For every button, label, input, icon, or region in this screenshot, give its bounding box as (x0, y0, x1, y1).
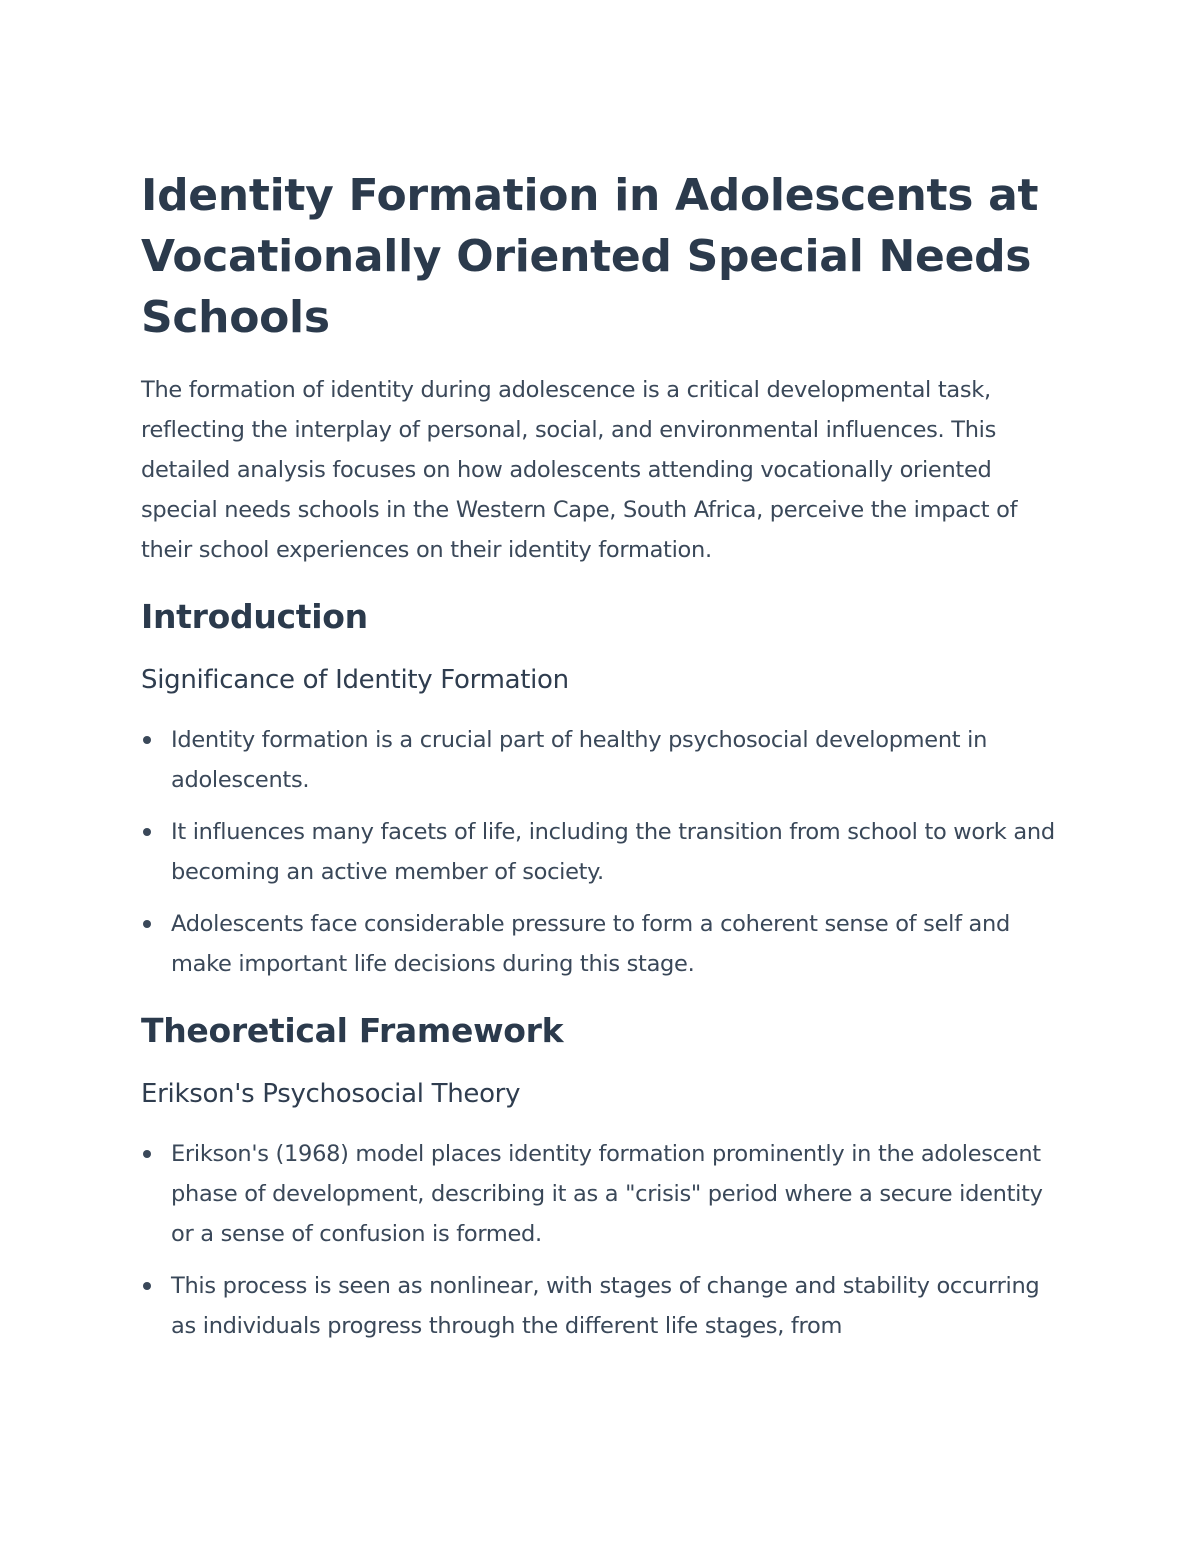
section-introduction (141, 594, 1066, 984)
list-item (141, 904, 1066, 984)
section-subheading: Significance of Identity Formation (141, 665, 569, 695)
list-item (141, 720, 1066, 800)
document-title: Identity Formation in Adolescents at Vocationally Oriented Special Needs Schools (141, 170, 1039, 343)
list-item-text: Erikson's (1968) model places identity formation prominently in the adolescent phase of development, describing it as a "crisis" period where a secure identity or a sense of confusion is formed. (171, 1141, 1043, 1247)
list-item (141, 1134, 1066, 1254)
bullet-icon (143, 1150, 151, 1158)
section-heading: Introduction (141, 597, 368, 636)
list-item (141, 1266, 1066, 1346)
bullet-icon (143, 1282, 151, 1290)
list-item-text: Adolescents face considerable pressure to form a coherent sense of self and make important life decisions during this stage. (171, 911, 1010, 977)
bullet-icon (143, 736, 151, 744)
list-item-text: It influences many facets of life, including the transition from school to work and becoming an active member of society. (171, 819, 1055, 885)
bullet-list (141, 720, 1066, 984)
section-subheading: Erikson's Psychosocial Theory (141, 1079, 521, 1109)
bullet-icon (143, 920, 151, 928)
list-item-text: This process is seen as nonlinear, with stages of change and stability occurring as individuals progress through the different life stages, from (171, 1273, 1040, 1339)
list-item (141, 812, 1066, 892)
list-item-text: Identity formation is a crucial part of healthy psychosocial development in adolescents. (171, 727, 988, 793)
intro-paragraph: The formation of identity during adolescence is a critical developmental task, reflecting the interplay of personal, social, and environmental influences. This detailed analysis focuses on how adolescents attending vocationally oriented special needs schools in the Western Cape, South Africa, perceive the impact of their school experiences on their identity formation. (141, 377, 1018, 563)
bullet-icon (143, 828, 151, 836)
bullet-list (141, 1134, 1066, 1346)
document-page (141, 165, 1066, 1358)
section-heading: Theoretical Framework (141, 1011, 564, 1050)
section-theoretical-framework (141, 1008, 1066, 1346)
